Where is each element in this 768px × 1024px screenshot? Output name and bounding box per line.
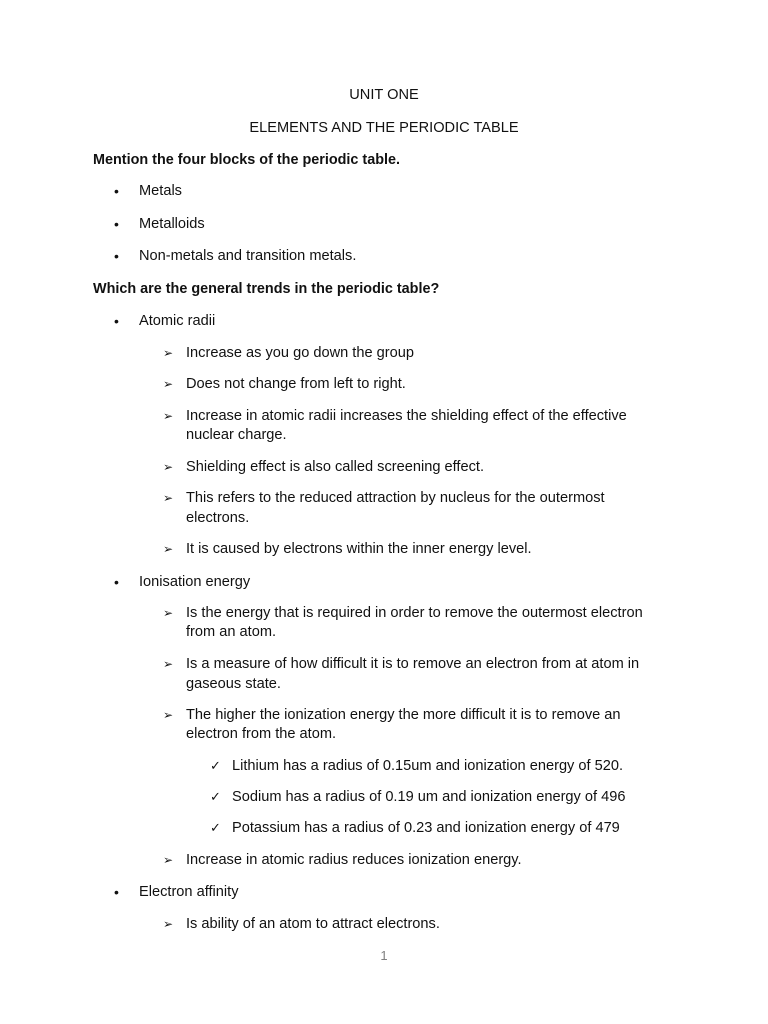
example-potassium: Potassium has a radius of 0.23 and ionization energy of 479 [232,820,620,836]
arrow-bullet-icon: ➢ [163,917,174,931]
bullet-icon: • [114,313,119,329]
sub-item: Increase as you go down the group [186,345,414,361]
check-icon: ✓ [210,758,221,773]
arrow-bullet-icon: ➢ [163,708,174,722]
arrow-bullet-icon: ➢ [163,491,174,505]
sub-item: Increase in atomic radius reduces ionization energy. [186,852,522,868]
sub-item: Is a measure of how difficult it is to remove an electron from at atom in [186,656,640,672]
list-item-atomic-radii: Atomic radii [139,313,216,329]
list-item-non-metals: Non-metals and transition metals. [139,248,357,264]
page-title: ELEMENTS AND THE PERIODIC TABLE [249,120,519,136]
bullet-icon: • [114,183,119,199]
question-general-trends: Which are the general trends in the periodic table? [93,281,440,297]
sub-item-continued: nuclear charge. [186,427,287,443]
list-item-electron-affinity: Electron affinity [139,884,239,900]
list-item-metalloids: Metalloids [139,216,205,232]
question-four-blocks: Mention the four blocks of the periodic table. [93,152,401,168]
arrow-bullet-icon: ➢ [163,377,174,391]
arrow-bullet-icon: ➢ [163,606,174,620]
check-icon: ✓ [210,789,221,804]
bullet-icon: • [114,216,119,232]
arrow-bullet-icon: ➢ [163,657,174,671]
list-item-metals: Metals [139,183,182,199]
sub-item-continued: electrons. [186,510,250,526]
arrow-bullet-icon: ➢ [163,460,174,474]
arrow-bullet-icon: ➢ [163,409,174,423]
bullet-icon: • [114,574,119,590]
sub-item: Is the energy that is required in order to remove the outermost electron [186,605,643,621]
bullet-icon: • [114,884,119,900]
arrow-bullet-icon: ➢ [163,542,174,556]
sub-item: Increase in atomic radii increases the shielding effect of the effective [186,408,627,424]
example-sodium: Sodium has a radius of 0.19 um and ionization energy of 496 [232,789,626,805]
sub-item: This refers to the reduced attraction by nucleus for the outermost [186,490,605,506]
list-item-ionisation-energy: Ionisation energy [139,574,251,590]
sub-item: Does not change from left to right. [186,376,406,392]
sub-item-continued: gaseous state. [186,676,281,692]
arrow-bullet-icon: ➢ [163,853,174,867]
sub-item: The higher the ionization energy the more difficult it is to remove an [186,707,621,723]
check-icon: ✓ [210,820,221,835]
example-lithium: Lithium has a radius of 0.15um and ionization energy of 520. [232,758,624,774]
page-number: 1 [380,948,388,963]
sub-item-continued: electron from the atom. [186,726,337,742]
sub-item: It is caused by electrons within the inner energy level. [186,541,532,557]
arrow-bullet-icon: ➢ [163,346,174,360]
sub-item-continued: from an atom. [186,624,277,640]
bullet-icon: • [114,248,119,264]
sub-item: Shielding effect is also called screening effect. [186,459,485,475]
sub-item: Is ability of an atom to attract electrons. [186,916,440,932]
unit-title: UNIT ONE [349,87,419,103]
